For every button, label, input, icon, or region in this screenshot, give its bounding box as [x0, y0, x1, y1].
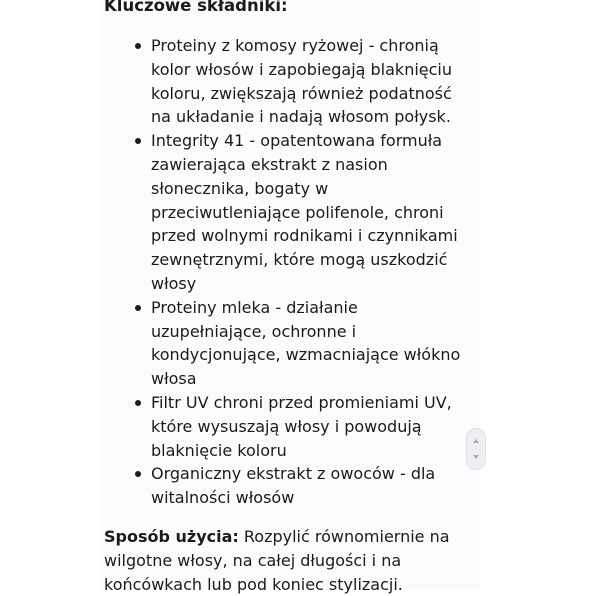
usage-text: Rozpylić równomiernie na wilgotne włosy, na całej długości i na końcówkach lub pod koniec stylizacji.	[104, 527, 450, 594]
list-item	[104, 296, 474, 391]
list-item	[104, 129, 474, 296]
chevron-down-icon[interactable]	[473, 455, 479, 459]
list-item-text: Proteiny mleka - działanie uzupełniające, ochronne i kondycjonujące, wzmacniające włókno włosa	[151, 297, 461, 389]
list-item-text: Proteiny z komosy ryżowej - chronią kolor włosów i zapobiegają blaknięciu koloru, zwiększają również podatność na układanie i nadają włosom połysk.	[151, 36, 453, 127]
usage-label: Sposób użycia:	[104, 527, 239, 546]
bullet-icon	[135, 43, 141, 49]
list-item	[104, 391, 474, 462]
section-heading: Kluczowe składniki:	[104, 0, 288, 15]
list-item	[104, 462, 474, 510]
bullet-icon	[135, 305, 141, 311]
list-item-text: Organiczny ekstrakt z owoców - dla witalności włosów	[151, 464, 436, 508]
bullet-icon	[135, 138, 141, 144]
chevron-up-icon[interactable]	[473, 439, 479, 443]
scroll-control[interactable]	[466, 428, 486, 470]
bullet-icon	[135, 400, 141, 406]
list-item-text: Filtr UV chroni przed promieniami UV, które wysuszają włosy i powodują blaknięcie koloru	[151, 392, 452, 460]
list-item	[104, 34, 474, 129]
usage-paragraph	[104, 525, 474, 596]
list-item-text: Integrity 41 - opatentowana formuła zawierająca ekstrakt z nasion słonecznika, bogaty w przeciwutleniające polifenole, chroni przed wolnymi rodnikami i czynnikami zewnętrznymi, które mogą uszkodzić włosy	[151, 131, 458, 293]
ingredients-list	[104, 34, 474, 510]
bullet-icon	[135, 471, 141, 477]
